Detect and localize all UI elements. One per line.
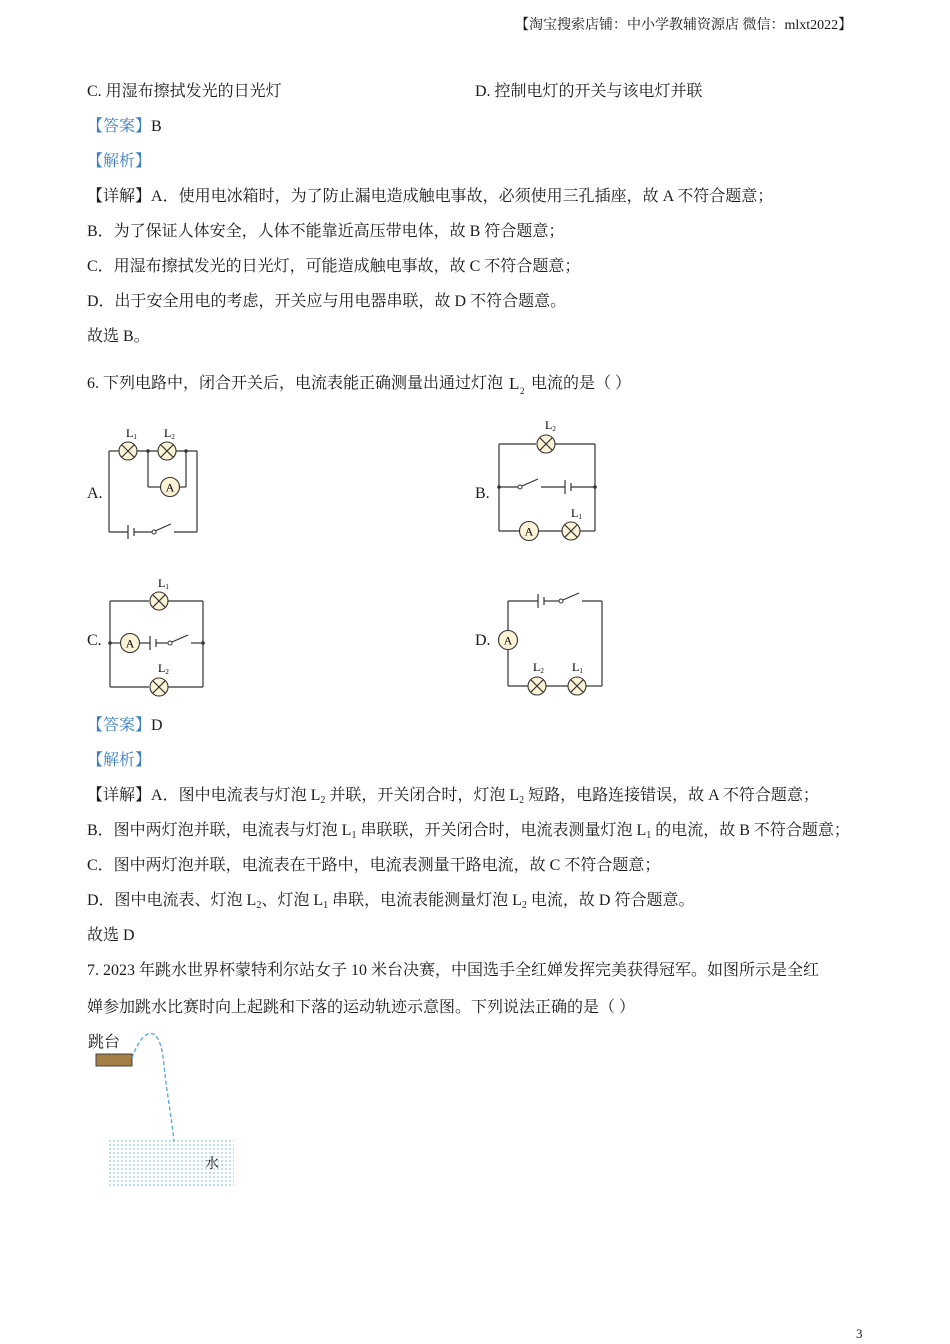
detail-tag: 【详解】 [87,188,152,205]
label-l1: L1 [158,576,169,591]
answer-tag: 【答案】 [87,118,152,135]
stem-L-sub: 2 [520,386,525,396]
bulb-l1-icon [562,522,580,540]
page-number: 3 [856,1326,863,1341]
label-l2: L2 [164,426,175,441]
subscript: 2 [320,795,326,806]
subscript: 1 [323,900,329,911]
q6-answer [87,716,163,736]
q6-detail-c: C．图中两灯泡并联，电流表在干路中，电流表测量干路电流，故 C 不符合题意； [87,857,661,874]
q6-analysis-tag: 【解析】 [87,752,152,769]
diving-platform [96,1054,132,1066]
q7-stem-line2: 婵参加跳水比赛时向上起跳和下落的运动轨迹示意图。下列说法正确的是（ ） [87,999,636,1016]
bulb-l2-icon [150,678,168,696]
switch-a-contact [152,530,156,534]
text: 电流，故 D 符合题意。 [526,892,695,909]
text: 串联联，开关闭合时，电流表测量灯泡 L [356,822,647,839]
label-l1: L1 [572,660,583,675]
ammeter-label: A [503,633,513,648]
junction-dot [497,485,501,489]
q5-option-c: C. 用湿布擦拭发光的日光灯 [87,83,282,100]
subscript: 2 [519,795,525,806]
subscript: 1 [351,830,357,841]
text: D．图中电流表、灯泡 L [87,892,257,909]
trajectory-path [132,1033,174,1142]
switch-b-contact [518,485,522,489]
answer-value: B [151,118,162,135]
label-l2: L2 [158,661,169,676]
q5-detail-c: C．用湿布擦拭发光的日光灯，可能造成触电事故，故 C 不符合题意； [87,258,581,275]
water-label: 水 [205,1157,219,1172]
text: 、灯泡 L [261,892,324,909]
switch-c-contact [168,641,172,645]
junction-dot [184,449,188,453]
diving-diagram [80,1025,260,1200]
bulb-l2-icon [158,442,176,460]
text: B．图中两灯泡并联，电流表与灯泡 L [87,822,352,839]
text: A．图中电流表与灯泡 L [151,787,321,804]
q5-option-d: D. 控制电灯的开关与该电灯并联 [475,83,703,100]
bulb-l2-icon [537,435,555,453]
option-d-label: D. [475,632,491,649]
q6-detail-a [87,786,819,811]
ammeter-label: A [165,480,175,495]
bulb-l1-icon [150,592,168,610]
subscript: 2 [256,900,262,911]
detail-tag: 【详解】 [87,787,152,804]
ammeter-label: A [524,524,534,539]
bulb-l1-icon [119,442,137,460]
answer-tag: 【答案】 [87,717,152,734]
text: 短路，电路连接错误，故 A 不符合题意； [524,787,819,804]
subscript: 1 [646,830,652,841]
stem-L: L [509,374,520,393]
label-l2: L2 [533,660,544,675]
q5-detail-b: B．为了保证人体安全，人体不能靠近高压带电体，故 B 符合题意； [87,223,565,240]
answer-value: D [151,717,163,734]
circuit-a [109,451,197,539]
q5-analysis-tag: 【解析】 [87,153,152,170]
stem-text-end: 电流的是（ ） [531,375,632,392]
subscript: 2 [521,900,527,911]
q5-detail-d: D．出于安全用电的考虑，开关应与用电器串联，故 D 不符合题意。 [87,293,567,310]
q5-conclusion: 故选 B。 [87,328,150,345]
text: 的电流，故 B 不符合题意； [651,822,850,839]
circuit-d [508,593,602,686]
junction-dot [146,449,150,453]
junction-dot [108,641,112,645]
q6-detail-b [87,821,850,846]
platform-label: 跳台 [88,1034,121,1051]
q6-detail-d [87,891,694,916]
stem-text: 6. 下列电路中，闭合开关后，电流表能正确测量出通过灯泡 [87,375,504,392]
detail-line: A．使用电冰箱时，为了防止漏电造成触电事故，必须使用三孔插座，故 A 不符合题意； [151,188,774,205]
q6-conclusion: 故选 D [87,927,135,944]
switch-d-contact [559,599,563,603]
option-b-label: B. [475,485,490,502]
ammeter-label: A [125,636,135,651]
header-note: 【淘宝搜索店铺：中小学教辅资源店 微信：mlxt2022】 [515,18,853,33]
junction-dot [201,641,205,645]
text: 并联，开关闭合时，灯泡 L [325,787,520,804]
text: 串联，电流表能测量灯泡 L [328,892,522,909]
label-l2: L2 [545,418,556,433]
bulb-l1-icon [568,677,586,695]
junction-dot [593,485,597,489]
option-a-label: A. [87,485,103,502]
label-l1: L1 [126,426,137,441]
bulb-l2-icon [528,677,546,695]
option-c-label: C. [87,632,102,649]
q7-stem-line1: 7. 2023 年跳水世界杯蒙特利尔站女子 10 米台决赛，中国选手全红婵发挥完美获得冠军。如图所示是全红 [87,962,820,979]
label-l1: L1 [571,506,582,521]
